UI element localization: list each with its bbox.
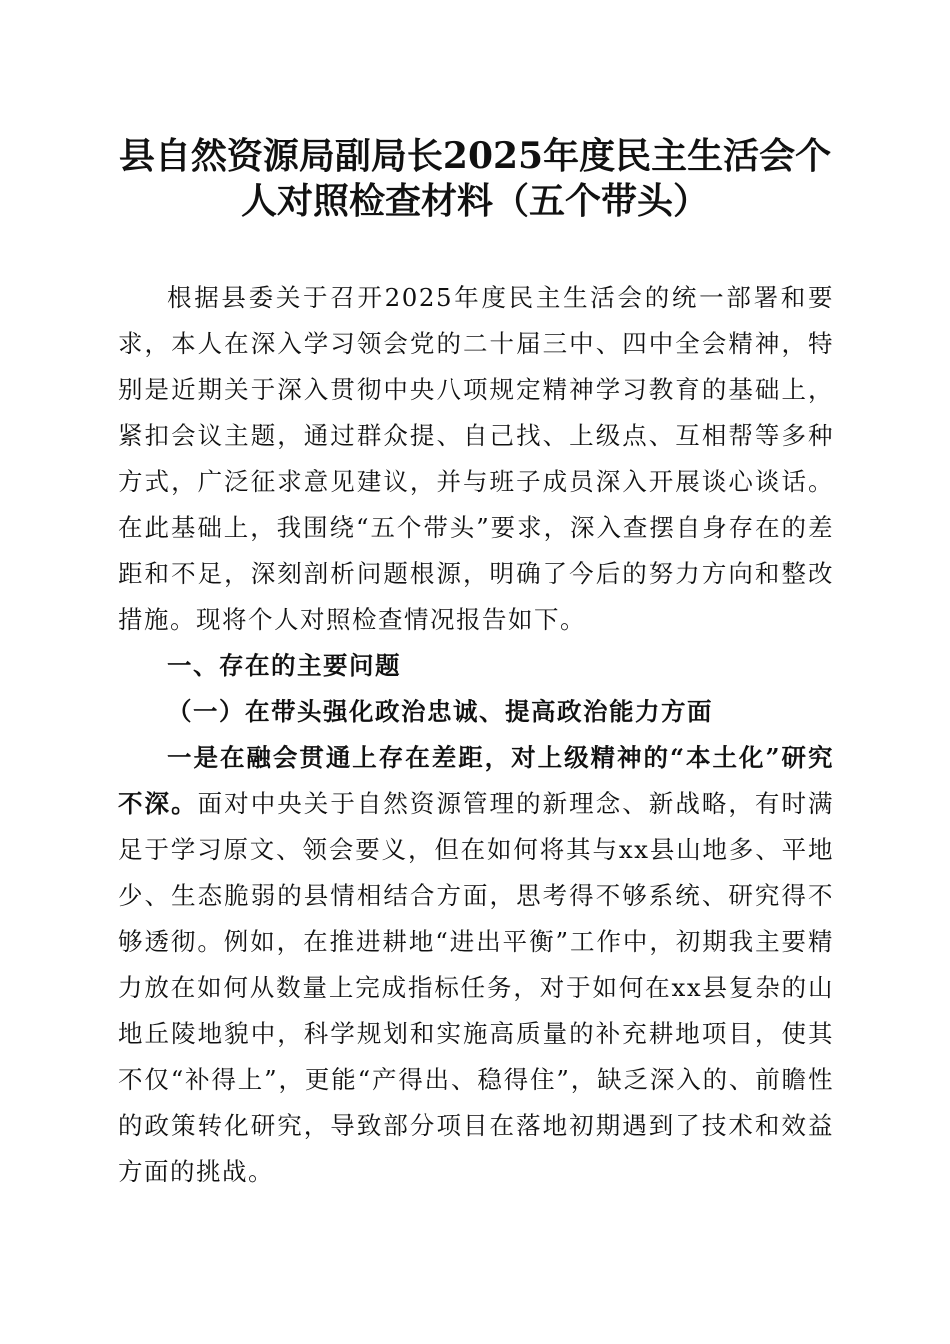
problem-point-1-body: 面对中央关于自然资源管理的新理念、新战略，有时满足于学习原文、领会要义，但在如何将其与xx县山地多、平地少、生态脆弱的县情相结合方面，思考得不够系统、研究得不够透彻。例如，在推进耕地“进出平衡”工作中，初期我主要精力放在如何从数量上完成指标任务，对于如何在xx县复杂的山地丘陵地貌中，科学规划和实施高质量的补充耕地项目，使其不仅“补得上”，更能“产得出、稳得住”，缺乏深入的、前瞻性的政策转化研究，导致部分项目在落地初期遇到了技术和效益方面的挑战。: [118, 789, 835, 1186]
title-line-1: 县自然资源局副局长2025年度民主生活会个: [118, 135, 832, 177]
section-heading-main-problems: 一、存在的主要问题: [167, 651, 401, 680]
title-line-2: 人对照检查材料（五个带头）: [240, 180, 709, 222]
document-body: [118, 275, 834, 1195]
problem-point-1-lead: 一是在融会贯通上存在差距，对上级精神的“本土化”研究不深。: [118, 743, 834, 818]
intro-paragraph: 根据县委关于召开2025年度民主生活会的统一部署和要求，本人在深入学习领会党的二十届三中、四中全会精神，特别是近期关于深入贯彻中央八项规定精神学习教育的基础上，紧扣会议主题，通过群众提、自己找、上级点、互相帮等多种方式，广泛征求意见建议，并与班子成员深入开展谈心谈话。在此基础上，我围绕“五个带头”要求，深入查摆自身存在的差距和不足，深刻剖析问题根源，明确了今后的努力方向和整改措施。现将个人对照检查情况报告如下。: [118, 283, 834, 634]
problem-point-1: [118, 735, 834, 1195]
document-title: [118, 134, 832, 224]
subsection-heading-political-loyalty: （一）在带头强化政治忠诚、提高政治能力方面: [167, 697, 713, 726]
